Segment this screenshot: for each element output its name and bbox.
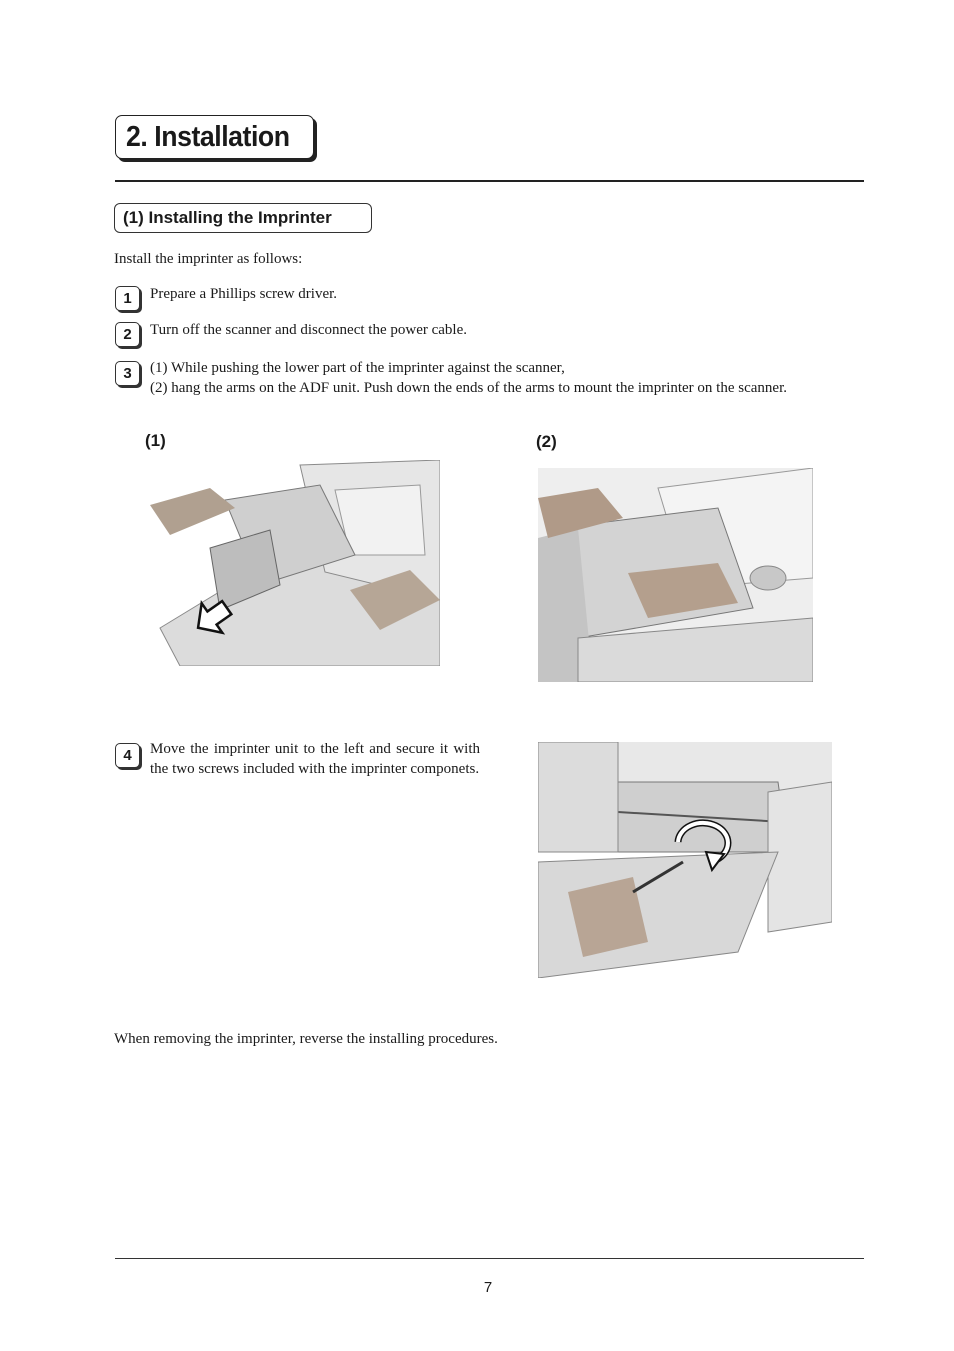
photo-securing-screws	[538, 742, 832, 978]
page-number: 7	[483, 1279, 493, 1296]
closing-text: When removing the imprinter, reverse the installing procedures.	[114, 1031, 498, 1047]
step-4-text: Move the imprinter unit to the left and secure it with the two screws included with the imprinter componets.	[150, 741, 480, 777]
photo-mounting-imprinter	[150, 460, 440, 666]
header-rule	[115, 180, 864, 182]
footer-rule	[115, 1258, 864, 1259]
chapter-title: 2. Installation	[126, 121, 290, 153]
step-1-badge: 1	[115, 286, 140, 311]
photo-hanging-arms	[538, 468, 813, 682]
step-2-text: Turn off the scanner and disconnect the power cable.	[150, 322, 467, 338]
step-4-badge: 4	[115, 743, 140, 768]
step-3-badge: 3	[115, 361, 140, 386]
intro-text: Install the imprinter as follows:	[114, 251, 303, 267]
step-2-badge: 2	[115, 322, 140, 347]
figure-label-2: (2)	[536, 432, 557, 451]
figure-label-1: (1)	[145, 431, 166, 450]
step-3-line-2: (2) hang the arms on the ADF unit. Push down the ends of the arms to mount the imprinter on the scanner.	[150, 380, 787, 396]
step-3-line-1: (1) While pushing the lower part of the imprinter against the scanner,	[150, 360, 565, 376]
section-title: (1) Installing the Imprinter	[123, 208, 332, 227]
step-1-text: Prepare a Phillips screw driver.	[150, 286, 338, 302]
